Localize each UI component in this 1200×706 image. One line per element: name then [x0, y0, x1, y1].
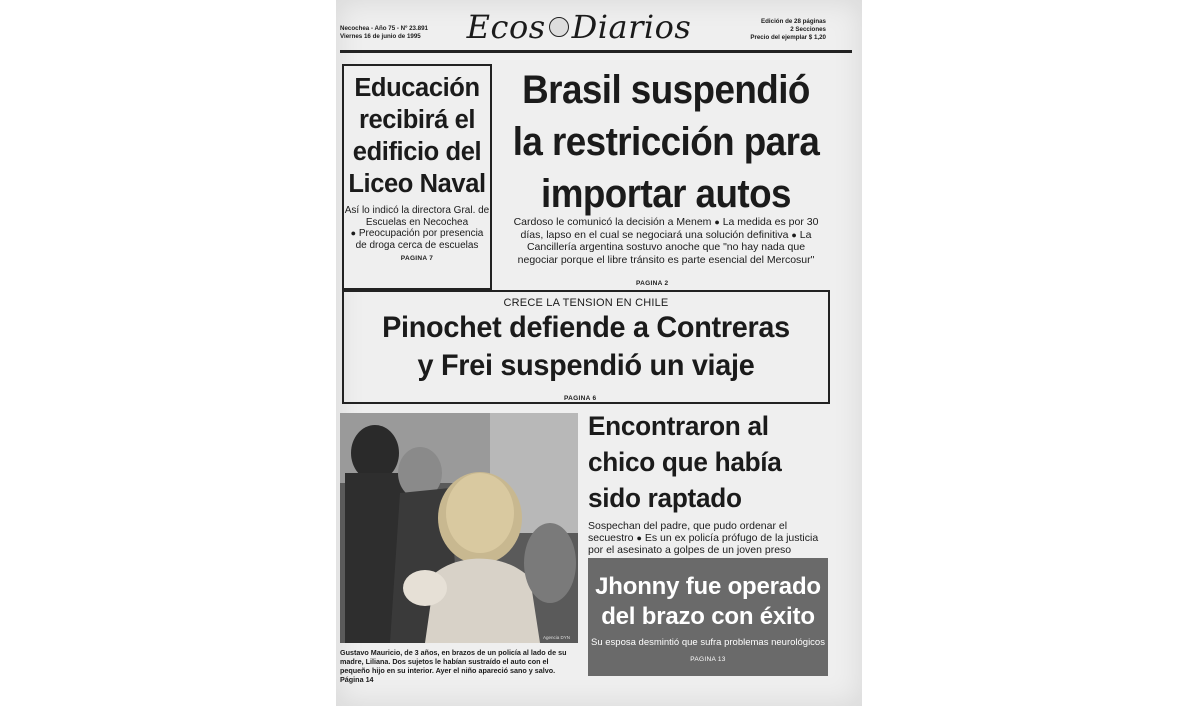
- photo-caption: Gustavo Mauricio, de 3 años, en brazos de un policía al lado de su madre, Liliana. Dos sujetos le habían sustraído el auto con el pequeño hijo en su interior. Ayer el niño apareció sano y salvo. Página 14: [340, 648, 567, 684]
- chile-story-page: PAGINA 6: [564, 395, 597, 402]
- seal-icon: [549, 17, 569, 37]
- logo-word-right: Diarios: [571, 8, 692, 46]
- main-headline-line-1: Brasil suspendió: [522, 68, 810, 112]
- jhonny-headline-line-1: Jhonny fue operado: [595, 573, 821, 600]
- newspaper-logo: [454, 8, 704, 48]
- jhonny-summary: Su esposa desmintió que sufra problemas neurológicos: [591, 637, 825, 648]
- page-count: Edición de 28 páginas: [761, 18, 826, 25]
- main-story-page: PAGINA 2: [636, 280, 669, 287]
- masthead: [336, 0, 862, 54]
- bullet-icon: ●: [714, 217, 720, 227]
- edition-number: Necochea - Año 75 - Nº 23.891: [340, 25, 429, 32]
- price-info: [750, 18, 826, 42]
- left-story-page: PAGINA 7: [400, 255, 434, 262]
- kidnap-summary-1: Sospechan del padre, que pudo ordenar el secuestro: [588, 520, 788, 544]
- logo-word-left: Ecos: [466, 8, 546, 46]
- main-story-summary: [506, 216, 826, 266]
- photo-image: [340, 413, 578, 643]
- bullet-icon: ●: [791, 229, 797, 240]
- chile-headline-line-1: Pinochet defiende a Contreras: [382, 311, 790, 344]
- bullet-icon: ●: [350, 228, 357, 238]
- kidnap-headline-line-1: Encontraron al: [588, 411, 769, 441]
- bullet-icon: ●: [636, 533, 642, 543]
- left-story-box: [342, 64, 492, 290]
- kidnap-headline-line-2: chico que había: [588, 447, 782, 477]
- kidnap-headline-line-3: sido raptado: [588, 483, 742, 513]
- jhonny-headline-line-2: del brazo con éxito: [601, 603, 815, 630]
- left-story-text-2: Preocupación por presencia de droga cerca de escuelas: [355, 228, 484, 251]
- masthead-rule: [340, 50, 852, 53]
- kidnap-story-headline: [588, 408, 838, 516]
- photo-credit: Agencia DYN: [542, 635, 570, 640]
- main-headline-line-3: importar autos: [541, 172, 791, 216]
- edition-info: [340, 25, 428, 41]
- main-summary-1: Cardoso le comunicó la decisión a Menem: [513, 216, 712, 228]
- jhonny-page: PAGINA 13: [690, 656, 726, 663]
- edition-date: Viernes 16 de junio de 1995: [340, 33, 421, 40]
- chile-headline-line-2: y Frei suspendió un viaje: [417, 349, 755, 382]
- left-story-text: [344, 205, 490, 251]
- news-photo: [340, 413, 578, 643]
- chile-kicker: CRECE LA TENSION EN CHILE: [503, 297, 669, 309]
- jhonny-story-box: [588, 558, 828, 676]
- main-story-headline: [496, 64, 836, 220]
- chile-story-box: [342, 290, 830, 404]
- section-count: 2 Secciones: [790, 26, 826, 33]
- price: Precio del ejemplar $ 1,20: [750, 34, 826, 41]
- main-headline-line-2: la restricción para: [512, 120, 820, 164]
- kidnap-summary-2: Es un ex policía prófugo de la justicia por el asesinato a golpes de un joven preso: [588, 532, 819, 556]
- left-story-headline: Educación recibirá el edificio del Liceo Naval: [348, 74, 486, 198]
- main-summary-3: La Cancillería argentina sostuvo anoche que "no hay nada que negociar porque el libre tránsito es parte esencial del Mercosur": [517, 228, 815, 266]
- kidnap-story-summary: [588, 520, 828, 556]
- main-summary-2: La medida es por 30 días, lapso en el cual se negociará una solución definitiva: [520, 216, 819, 241]
- left-story-text-1: Así lo indicó la directora Gral. de Escuelas en Necochea: [344, 205, 490, 228]
- newspaper-front-page: [336, 0, 862, 706]
